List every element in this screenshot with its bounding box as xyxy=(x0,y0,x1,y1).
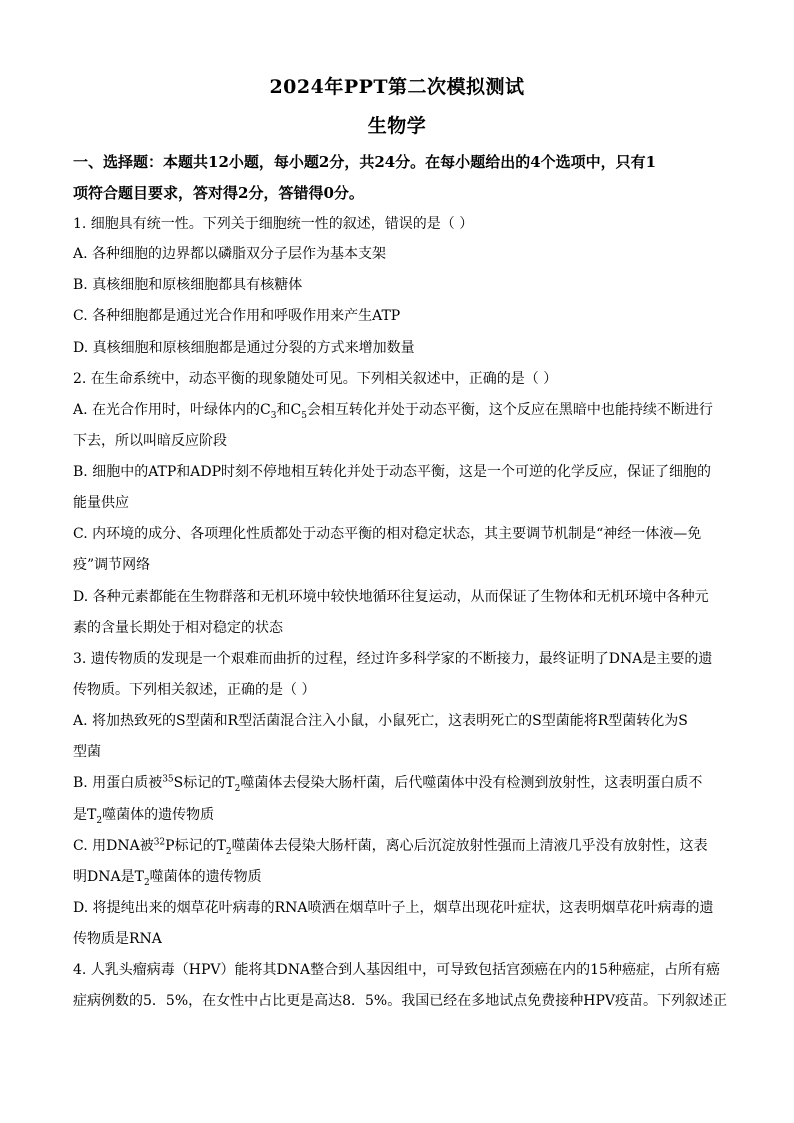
q2-a-text-2: 和C xyxy=(276,402,302,418)
q2-option-b-line-2: 能量供应 xyxy=(73,495,129,511)
q3-stem-line-2: 传物质。下列相关叙述，正确的是（ ） xyxy=(73,682,316,698)
section-header-line-2: 项符合题目要求，答对得2分，答错得0分。 xyxy=(73,184,364,202)
q4-stem-line-1: 4. 人乳头瘤病毒（HPV）能将其DNA整合到人基因组中，可导致包括宫颈癌在内的15种癌症，占所有癌 xyxy=(73,962,720,978)
q3-c-text-2: P标记的T xyxy=(165,838,226,854)
q3-c2-text-2: 噬菌体的遗传物质 xyxy=(149,869,262,885)
q3-stem-line-1: 3. 遗传物质的发现是一个艰难而曲折的过程，经过许多科学家的不断接力，最终证明了DNA是主要的遗 xyxy=(73,651,713,667)
q3-option-d-line-1: D. 将提纯出来的烟草花叶病毒的RNA喷洒在烟草叶子上，烟草出现花叶症状，这表明烟草花叶病毒的遗 xyxy=(73,900,714,916)
q3-b-subscript-2: 2 xyxy=(234,783,241,794)
q2-option-d-line-2: 素的含量长期处于相对稳定的状态 xyxy=(73,620,283,636)
q2-a-text-3: 会相互转化并处于动态平衡，这个反应在黑暗中也能持续不断进行 xyxy=(306,402,713,418)
q2-a-text-1: A. 在光合作用时，叶绿体内的C xyxy=(73,402,271,418)
q2-option-a-line-2: 下去，所以叫暗反应阶段 xyxy=(73,433,227,449)
q3-b2-text-2: 噬菌体的遗传物质 xyxy=(102,807,215,823)
exam-title: 2024年PPT第二次模拟测试 xyxy=(269,76,525,98)
section-header-line-1: 一、选择题：本题共12小题，每小题2分，共24分。在每小题给出的4个选项中，只有1 xyxy=(73,153,657,171)
exam-subject: 生物学 xyxy=(367,115,427,137)
q3-option-c-line-1 xyxy=(73,836,723,856)
q2-option-b-line-1: B. 细胞中的ATP和ADP时刻不停地相互转化并处于动态平衡，这是一个可逆的化学反应，保证了细胞的 xyxy=(73,464,712,480)
q1-option-c: C. 各种细胞都是通过光合作用和呼吸作用来产生ATP xyxy=(73,308,401,324)
q3-c-text-3: 噬菌体去侵染大肠杆菌，离心后沉淀放射性强而上清液几乎没有放射性，这表 xyxy=(231,838,708,854)
q3-c2-subscript-2: 2 xyxy=(143,877,150,888)
q3-b-text-2: S标记的T xyxy=(173,775,235,791)
q3-b-text-1: B. 用蛋白质被 xyxy=(73,775,163,791)
q4-stem-line-2: 症病例数的5．5%，在女性中占比更是高达8．5%。我国已经在多地试点免费接种HPV疫苗。下列叙述正 xyxy=(73,993,727,1009)
q2-stem: 2. 在生命系统中，动态平衡的现象随处可见。下列相关叙述中，正确的是（ ） xyxy=(73,371,558,387)
q2-option-a-line-1 xyxy=(73,400,723,420)
q2-option-d-line-1: D. 各种元素都能在生物群落和无机环境中较快地循环往复运动，从而保证了生物体和无机环境中各种元 xyxy=(73,589,709,605)
q2-option-c-line-1: C. 内环境的成分、各项理化性质都处于动态平衡的相对稳定状态，其主要调节机制是“神经一体液—免 xyxy=(73,526,702,542)
q3-option-a-line-2: 型菌 xyxy=(73,744,101,760)
q3-b2-text-1: 是T xyxy=(73,807,97,823)
q1-option-d: D. 真核细胞和原核细胞都是通过分裂的方式来增加数量 xyxy=(73,340,415,356)
q3-option-d-line-2: 传物质是RNA xyxy=(73,931,162,947)
q3-option-a-line-1: A. 将加热致死的S型菌和R型活菌混合注入小鼠，小鼠死亡，这表明死亡的S型菌能将R型菌转化为S xyxy=(73,713,688,729)
q3-option-b-line-1 xyxy=(73,773,723,793)
q1-option-a: A. 各种细胞的边界都以磷脂双分子层作为基本支架 xyxy=(73,246,387,262)
q3-c-text-1: C. 用DNA被 xyxy=(73,838,154,854)
q2-a-subscript-5: 5 xyxy=(301,410,307,421)
q1-option-b: B. 真核细胞和原核细胞都具有核糖体 xyxy=(73,277,303,293)
q3-b-superscript-35: 35 xyxy=(162,774,174,785)
q3-c-subscript-2: 2 xyxy=(225,846,232,857)
q2-option-c-line-2: 疫”调节网络 xyxy=(73,557,151,573)
q3-option-b-line-2 xyxy=(73,805,723,825)
q3-c-superscript-32: 32 xyxy=(153,837,166,848)
q3-b-text-3: 噬菌体去侵染大肠杆菌，后代噬菌体中没有检测到放射性，这表明蛋白质不 xyxy=(240,775,703,791)
q1-stem: 1. 细胞具有统一性。下列关于细胞统一性的叙述，错误的是（ ） xyxy=(73,216,474,232)
q3-option-c-line-2 xyxy=(73,867,723,887)
q3-b2-subscript-2: 2 xyxy=(96,815,103,826)
q3-c2-text-1: 明DNA是T xyxy=(73,869,144,885)
q2-a-subscript-3: 3 xyxy=(270,410,277,421)
